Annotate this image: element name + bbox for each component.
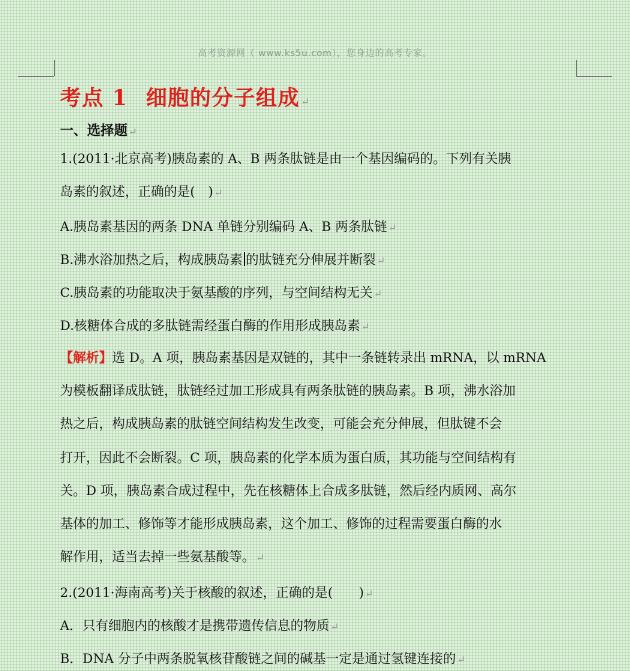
page-title xyxy=(60,82,310,112)
q2-option-b: B．DNA 分子中两条脱氧核苷酸链之间的碱基一定是通过氢键连接的↵ xyxy=(60,652,466,667)
q1-analysis-line3: 热之后，构成胰岛素的肽链空间结构发生改变，可能会充分伸展，但肽键不会 xyxy=(60,417,503,432)
q2-option-a: A．只有细胞内的核酸才是携带遗传信息的物质↵ xyxy=(60,619,339,634)
q1-option-a: A.胰岛素基因的两条 DNA 单链分别编码 A、B 两条肽链↵ xyxy=(60,220,397,235)
paragraph-mark-icon: ↵ xyxy=(376,256,386,267)
paragraph-mark-icon: ↵ xyxy=(456,655,466,666)
paragraph-mark-icon: ↵ xyxy=(256,553,265,564)
q1-analysis-line4: 打开，因此不会断裂。C 项，胰岛素的化学本质为蛋白质，其功能与空间结构有 xyxy=(60,451,517,466)
paragraph-mark-icon: ↵ xyxy=(128,127,137,138)
q1-analysis-line1: 【解析】选 D。A 项，胰岛素基因是双链的，其中一条链转录出 mRNA，以 mRNA xyxy=(60,351,547,366)
q1-stem-line1: 1.(2011·北京高考)胰岛素的 A、B 两条肽链是由一个基因编码的。下列有关胰 xyxy=(60,152,511,167)
title-number: 考点 1 xyxy=(60,85,128,110)
paragraph-mark-icon: ↵ xyxy=(361,322,370,333)
analysis-tag: 【解析】 xyxy=(60,351,113,366)
margin-corner-mark-left xyxy=(38,60,55,76)
q1-analysis-line5: 关。D 项，胰岛素合成过程中，先在核糖体上合成多肽链，然后经内质网、高尔 xyxy=(60,484,517,499)
title-text: 细胞的分子组成 xyxy=(145,85,300,110)
margin-corner-mark-right-h xyxy=(576,76,612,77)
q1-analysis-line7: 解作用，适当去掉一些氨基酸等。↵ xyxy=(60,550,265,565)
paragraph-mark-icon: ↵ xyxy=(388,223,397,234)
text-cursor xyxy=(244,252,245,266)
q1-analysis-line2: 为模板翻译成肽链，肽链经过加工形成具有两条肽链的胰岛素。B 项，沸水浴加 xyxy=(60,384,516,399)
paragraph-mark-icon: ↵ xyxy=(373,289,383,300)
q2-stem: 2.(2011·海南高考)关于核酸的叙述，正确的是( )↵ xyxy=(60,586,374,601)
q1-option-c: C.胰岛素的功能取决于氨基酸的序列，与空间结构无关↵ xyxy=(60,286,383,301)
page-header-source: 高考资源网（ www.ks5u.com），您身边的高考专家。 xyxy=(198,49,432,59)
section-heading: 一、选择题↵ xyxy=(60,123,137,139)
paragraph-mark-icon: ↵ xyxy=(300,97,311,108)
q1-option-d: D.核糖体合成的多肽链需经蛋白酶的作用形成胰岛素↵ xyxy=(60,319,370,334)
q1-stem-line2: 岛素的叙述，正确的是( )↵ xyxy=(60,185,223,200)
q1-analysis-line6: 基体的加工、修饰等才能形成胰岛素，这个加工、修饰的过程需要蛋白酶的水 xyxy=(60,517,503,532)
margin-corner-mark-left-h xyxy=(18,76,54,77)
paragraph-mark-icon: ↵ xyxy=(330,622,339,633)
q1-option-b: B.沸水浴加热之后，构成胰岛素 的肽链充分伸展并断裂↵ xyxy=(60,253,386,268)
paragraph-mark-icon: ↵ xyxy=(214,188,223,199)
margin-corner-mark-right xyxy=(576,60,593,76)
paragraph-mark-icon: ↵ xyxy=(364,589,374,600)
